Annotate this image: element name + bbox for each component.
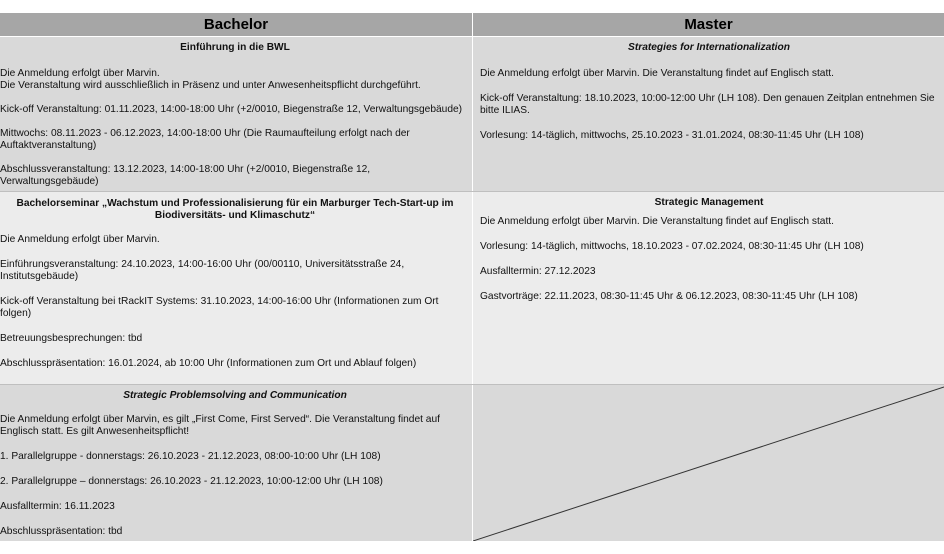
course-guest-lectures-text: Gastvorträge: 22.11.2023, 08:30-11:45 Uhr & 06.12.2023, 08:30-11:45 Uhr (LH 108) xyxy=(480,291,858,302)
bachelor-header: Bachelor xyxy=(0,13,472,36)
course-strategic-management xyxy=(473,192,944,384)
course-registration-text: Die Anmeldung erfolgt über Marvin. Die Veranstaltung findet auf Englisch statt. xyxy=(480,216,834,227)
course-lecture-text: Vorlesung: 14-täglich, mittwochs, 25.10.2023 - 31.01.2024, 08:30-11:45 Uhr (LH 108) xyxy=(480,130,864,141)
course-title: Strategies for Internationalization xyxy=(628,42,790,53)
course-cancellation-text: Ausfalltermin: 16.11.2023 xyxy=(0,501,115,512)
course-title: Bachelorseminar „Wachstum und Professionalisierung für ein Marburger Tech-Start-up im Biodiversitäts- und Klimaschutz“ xyxy=(16,198,454,221)
course-einfuehrung-bwl xyxy=(0,37,472,191)
course-strategic-problemsolving xyxy=(0,385,472,541)
course-title: Strategic Problemsolving and Communication xyxy=(123,390,347,401)
course-kickoff-text: Kick-off Veranstaltung bei tRackIT Systems: 31.10.2023, 14:00-16:00 Uhr (Informationen zum Ort folgen) xyxy=(0,296,439,319)
course-group1-text: 1. Parallelgruppe - donnerstags: 26.10.2023 - 21.12.2023, 08:00-10:00 Uhr (LH 108) xyxy=(0,451,381,462)
course-bachelorseminar xyxy=(0,192,472,384)
course-final-text: Abschlussveranstaltung: 13.12.2023, 14:00-18:00 Uhr (+2/0010, Biegenstraße 12, Verwaltungsgebäude) xyxy=(0,164,371,187)
course-registration-text: Die Anmeldung erfolgt über Marvin. xyxy=(0,234,160,245)
course-title: Strategic Management xyxy=(654,197,764,208)
course-kickoff-text: Kick-off Veranstaltung: 18.10.2023, 10:00-12:00 Uhr (LH 108). Den genauen Zeitplan entnehmen Sie bitte ILIAS. xyxy=(480,93,935,116)
course-meetings-text: Betreuungsbesprechungen: tbd xyxy=(0,333,143,344)
course-group2-text: 2. Parallelgruppe – donnerstags: 26.10.2023 - 21.12.2023, 10:00-12:00 Uhr (LH 108) xyxy=(0,476,383,487)
course-weekly-text: Mittwochs: 08.11.2023 - 06.12.2023, 14:00-18:00 Uhr (Die Raumaufteilung erfolgt nach der Auftaktveranstaltung) xyxy=(0,128,410,151)
course-final-text: Abschlusspräsentation: tbd xyxy=(0,526,123,537)
empty-master-cell xyxy=(473,385,944,541)
course-cancellation-text: Ausfalltermin: 27.12.2023 xyxy=(480,266,596,277)
course-registration-text: Die Anmeldung erfolgt über Marvin. Die Veranstaltung wird ausschließlich in Präsenz und unter Anwesenheitspflicht durchgeführt. xyxy=(0,68,421,91)
course-final-text: Abschlusspräsentation: 16.01.2024, ab 10:00 Uhr (Informationen zum Ort und Ablauf folgen) xyxy=(0,358,417,369)
diagonal-strike xyxy=(473,385,944,541)
course-intro-text: Einführungsveranstaltung: 24.10.2023, 14:00-16:00 Uhr (00/00110, Universitätsstraße 24, Institutsgebäude) xyxy=(0,259,405,282)
course-kickoff-text: Kick-off Veranstaltung: 01.11.2023, 14:00-18:00 Uhr (+2/0010, Biegenstraße 12, Verwaltungsgebäude) xyxy=(0,104,463,115)
course-title: Einführung in die BWL xyxy=(180,42,290,53)
course-lecture-text: Vorlesung: 14-täglich, mittwochs, 18.10.2023 - 07.02.2024, 08:30-11:45 Uhr (LH 108) xyxy=(480,241,864,252)
course-strategies-internationalization xyxy=(473,37,944,191)
course-registration-text: Die Anmeldung erfolgt über Marvin, es gilt „First Come, First Served“. Die Veranstaltung findet auf Englisch statt. Es gilt Anwesenheitspflicht! xyxy=(0,414,440,437)
master-header: Master xyxy=(473,13,944,36)
course-registration-text: Die Anmeldung erfolgt über Marvin. Die Veranstaltung findet auf Englisch statt. xyxy=(480,68,834,79)
